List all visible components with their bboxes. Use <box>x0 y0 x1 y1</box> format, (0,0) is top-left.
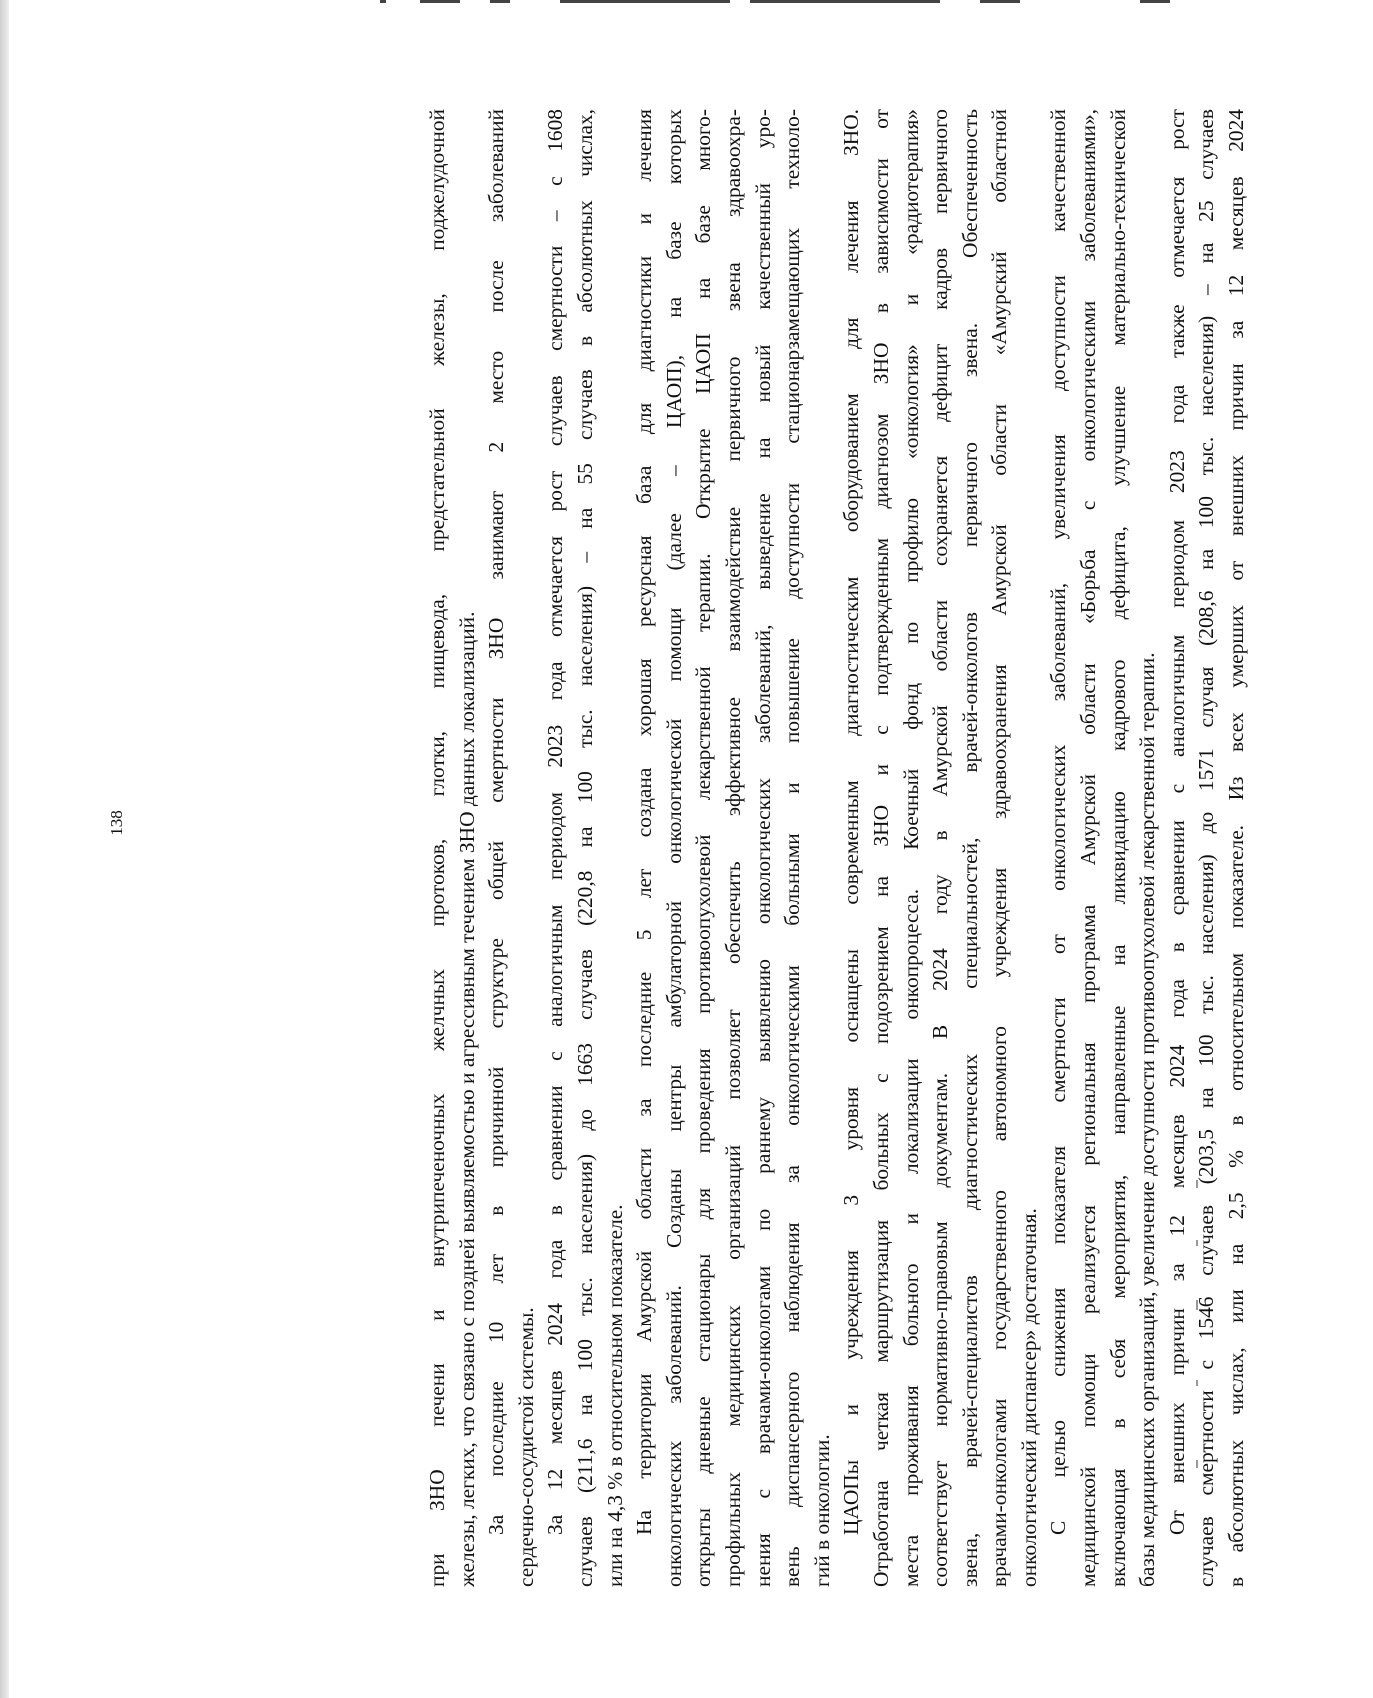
text-line: включающая в себя мероприятия, направленные на ликвидацию кадрового дефицита, улучшение материально-технической <box>1105 109 1130 1587</box>
page-number: 138 <box>107 810 126 836</box>
text-line: в абсолютных числах, или на 2,5 % в относительном показателе. Из всех умерших от внешних причин за 12 месяцев 2024 <box>1224 109 1249 1587</box>
text-line: открыты дневные стационары для проведения противоопухолевой лекарственной терапии. Открытие ЦАОП на базе много- <box>691 109 716 1587</box>
text-line: профильных медицинских организаций позволяет обеспечить эффективное взаимодействие первичного звена здравоохра- <box>720 109 745 1587</box>
text-line: железы, легких, что связано с поздней выявляемостью и агрессивным течением ЗНО данных локализаций. <box>454 611 479 1587</box>
text-line: соответствует нормативно-правовым документам. В 2024 году в Амурской области сохраняется дефицит кадров первичного <box>928 109 953 1587</box>
scan-top-artifacts <box>380 0 1170 4</box>
text-line: случаев смертности с 1546 случаев (203,5 на 100 тыс. населения) до 1571 случая (208,6 на 100 тыс. населения) – на 25 случаев <box>1194 109 1219 1587</box>
text-line: За последние 10 лет в причинной структуре общей смертности ЗНО занимают 2 место после заболеваний <box>484 109 509 1535</box>
text-line: онкологический диспансер» достаточная. <box>1016 1208 1041 1587</box>
text-line: или на 4,3 % в относительном показателе. <box>602 1204 627 1587</box>
text-line: На территории Амурской области за последние 5 лет создана хорошая ресурсная база для диагностики и лечения <box>632 109 657 1535</box>
scan-edge-shadow <box>0 0 9 1698</box>
text-line: звена, врачей-специалистов диагностических специальностей, врачей-онкологов первичного звена. Обеспеченность <box>957 109 982 1587</box>
text-line: Отработана четкая маршрутизация больных с подозрением на ЗНО и с подтвержденным диагнозом ЗНО в зависимости от <box>868 109 893 1587</box>
text-line: От внешних причин за 12 месяцев 2024 года в сравнении с аналогичным периодом 2023 года также отмечается рост <box>1164 109 1189 1535</box>
text-line: гий в онкологии. <box>809 1434 834 1587</box>
text-line: при ЗНО печени и внутрипеченочных желчных протоков, глотки, пищевода, предстательной железы, поджелудочной <box>425 109 449 1587</box>
text-line: ЦАОПы и учреждения 3 уровня оснащены современным диагностическим оборудованием для лечения ЗНО. <box>839 109 864 1535</box>
text-line: онкологических заболеваний. Созданы центры амбулаторной онкологической помощи (далее – ЦАОП), на базе которых <box>661 109 686 1587</box>
text-line: медицинской помощи реализуется региональная программа Амурской области «Борьба с онкологическими заболеваниями», <box>1076 109 1101 1587</box>
text-line: вень диспансерного наблюдения за онкологическими больными и повышение доступности стационарзамещающих техноло- <box>780 109 805 1587</box>
text-line: С целью снижения показателя смертности от онкологических заболеваний, увеличения доступности качественной <box>1046 109 1071 1535</box>
text-line: случаев (211,6 на 100 тыс. населения) до 1663 случаев (220,8 на 100 тыс. населения) – на 55 случаев в абсолютных числах, <box>572 109 597 1587</box>
document-body <box>423 109 1373 1587</box>
text-line: базы медицинских организаций, увеличение доступности противоопухолевой лекарственной терапии. <box>1135 652 1160 1587</box>
text-line: За 12 месяцев 2024 года в сравнении с аналогичным периодом 2023 года отмечается рост случаев смертности – с 1608 <box>543 109 568 1535</box>
text-line: нения с врачами-онкологами по раннему выявлению онкологических заболеваний, выведение на новый качественный уро- <box>750 109 775 1587</box>
text-line: врачами-онкологами государственного автономного учреждения здравоохранения Амурской области «Амурский областной <box>987 109 1012 1587</box>
text-line: места проживания больного и локализации онкопроцесса. Коечный фонд по профилю «онкология» и «радиотерапия» <box>898 109 923 1587</box>
text-line: сердечно-сосудистой системы. <box>513 1307 538 1587</box>
